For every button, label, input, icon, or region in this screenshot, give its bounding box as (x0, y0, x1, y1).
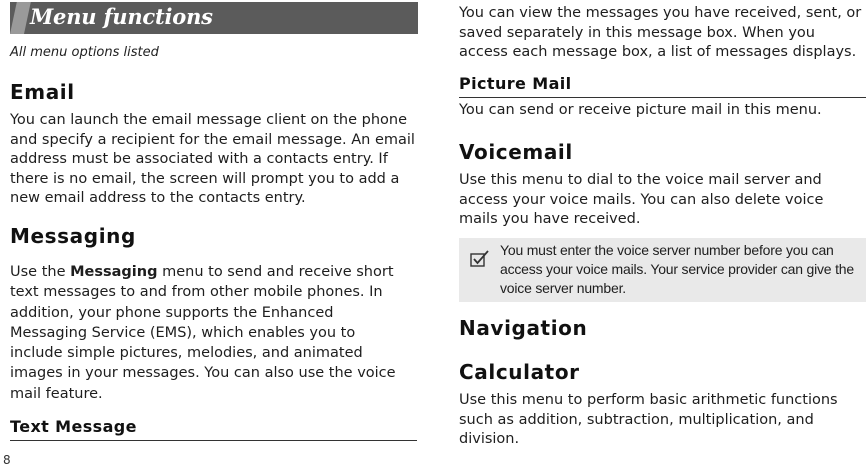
message-box-intro: You can view the messages you have received, sent, or saved separately in this message box. When you access each message box, a list of messages displays. (459, 5, 862, 60)
text-message-heading: Text Message (10, 417, 137, 436)
email-body: You can launch the email message client on the phone and specify a recipient for the email message. An email address must be associated with a contacts entry. If there is no email, the screen will prompt you to add a new email address to the contacts entry. (10, 112, 415, 206)
banner-stripe (10, 2, 31, 34)
note-text: You must enter the voice server number before you can access your voice mails. Your service provider can give the voice server number. (500, 242, 854, 296)
messaging-heading: Messaging (10, 224, 136, 248)
picture-mail-rule (459, 97, 866, 98)
voicemail-body: Use this menu to dial to the voice mail server and access your voice mails. You can also delete voice mails you have received. (459, 172, 824, 227)
page-number: 8 (3, 453, 11, 467)
calculator-heading: Calculator (459, 360, 580, 384)
messaging-body-post: menu to send and receive short text messages to and from other mobile phones. In addition, your phone supports the Enhanced Messaging Service (EMS), which enables you to include simple pictures, melodies, and animated images in your messages. You can also use the voice mail feature. (10, 264, 396, 402)
section-banner (10, 2, 418, 34)
page-title: Menu functions (30, 4, 213, 29)
picture-mail-heading: Picture Mail (459, 74, 572, 93)
calculator-body: Use this menu to perform basic arithmetic functions such as addition, subtraction, multiplication, and division. (459, 392, 838, 447)
messaging-body-pre: Use the (10, 264, 71, 280)
messaging-body (10, 262, 410, 404)
email-heading: Email (10, 80, 75, 104)
checkbox-check-icon (470, 250, 490, 268)
note-box (459, 238, 866, 302)
navigation-heading: Navigation (459, 316, 588, 340)
text-message-rule (10, 440, 417, 441)
messaging-menu-name: Messaging (70, 264, 158, 280)
page-subtitle: All menu options listed (10, 45, 159, 60)
picture-mail-body: You can send or receive picture mail in this menu. (459, 102, 822, 118)
voicemail-heading: Voicemail (459, 140, 573, 164)
